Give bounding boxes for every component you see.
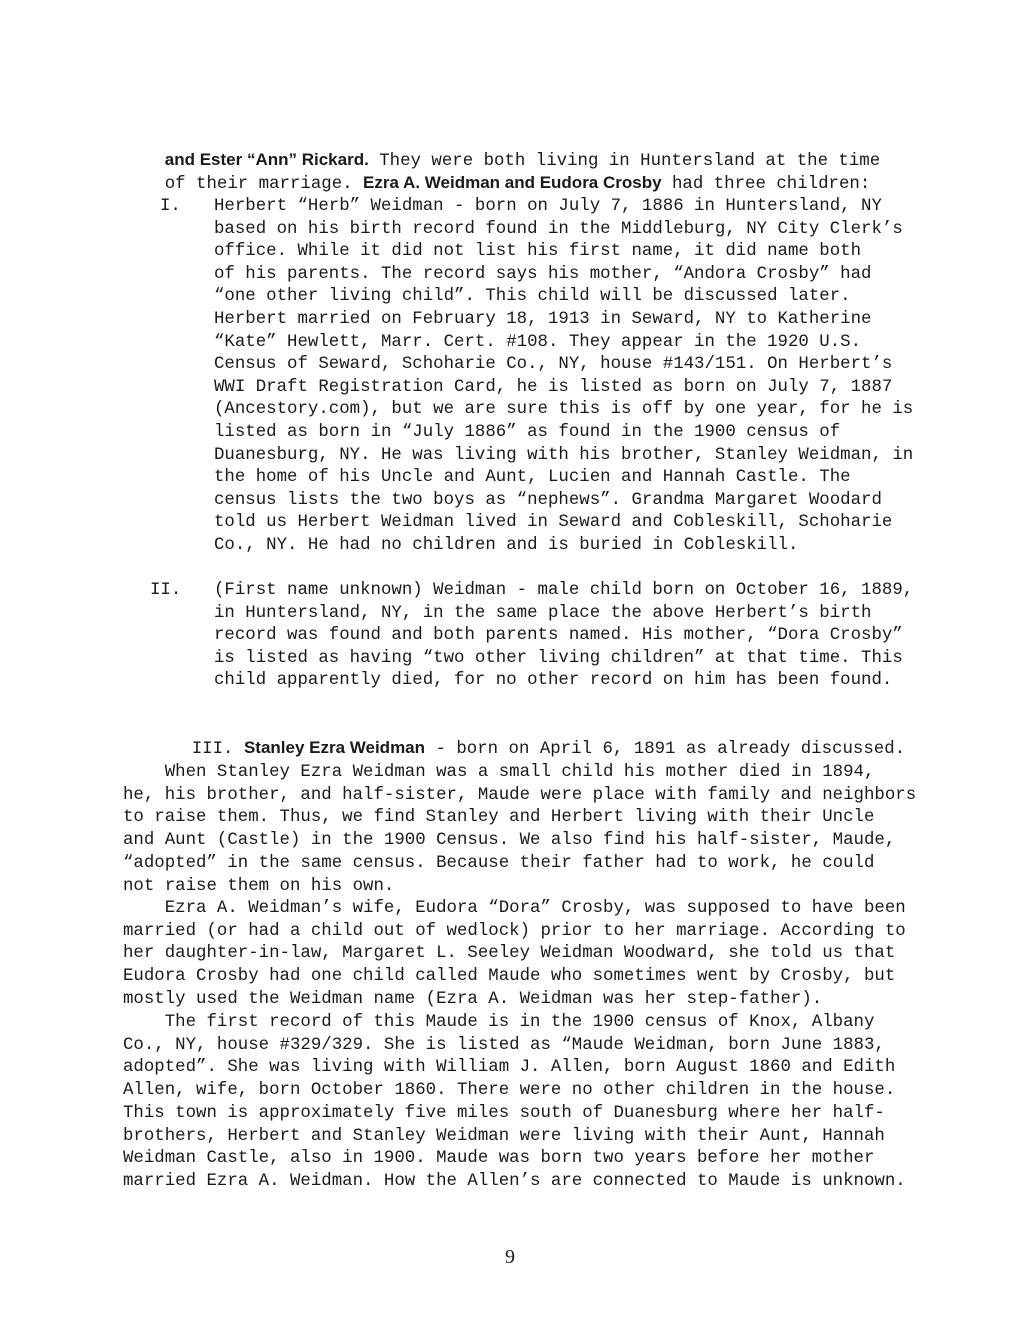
- text-line: Census of Seward, Schoharie Co., NY, house #143/151. On Herbert’s: [214, 355, 893, 375]
- text-line: and Aunt (Castle) in the 1900 Census. We also find his half-sister, Maude,: [123, 831, 896, 851]
- page-number: 9: [505, 1246, 515, 1268]
- child-numeral: I.: [160, 197, 181, 216]
- text-line: census lists the two boys as “nephews”. Grandma Margaret Woodard: [214, 490, 882, 510]
- intro-bold-names: and Ester “Ann” Rickard.: [164, 150, 369, 169]
- text-line: The first record of this Maude is in the 1900 census of Knox, Albany: [123, 1013, 875, 1032]
- text-line: married (or had a child out of wedlock) prior to her marriage. According to: [123, 921, 906, 941]
- text-line: Weidman Castle, also in 1900. Maude was born two years before her mother: [123, 1149, 875, 1169]
- text-line: adopted”. She was living with William J. Allen, born August 1860 and Edith: [123, 1058, 896, 1078]
- text-line: brothers, Herbert and Stanley Weidman were living with their Aunt, Hannah: [123, 1126, 885, 1146]
- text-line: Allen, wife, born October 1860. There were no other children in the house.: [123, 1081, 896, 1101]
- intro-text: had three children:: [661, 175, 871, 194]
- text-line: “Kate” Hewlett, Marr. Cert. #108. They appear in the 1920 U.S.: [214, 332, 862, 352]
- text-line: married Ezra A. Weidman. How the Allen’s are connected to Maude is unknown.: [123, 1171, 906, 1191]
- text-line: (Ancestory.com), but we are sure this is off by one year, for he is: [214, 400, 914, 420]
- intro-text: of their marriage.: [164, 175, 364, 194]
- text-line: Co., NY. He had no children and is buried in Cobleskill.: [214, 536, 799, 555]
- text-line: mostly used the Weidman name (Ezra A. Weidman was her step-father).: [123, 989, 823, 1009]
- text-line: based on his birth record found in the Middleburg, NY City Clerk’s: [214, 219, 903, 239]
- child-numeral: II.: [150, 581, 182, 600]
- child-text: - born on April 6, 1891 as already discussed.: [425, 740, 906, 759]
- text-line: to raise them. Thus, we find Stanley and Herbert living with their Uncle: [123, 808, 875, 828]
- child-name-bold: Stanley Ezra Weidman: [243, 738, 426, 757]
- text-line: Herbert “Herb” Weidman - born on July 7, 1886 in Huntersland, NY: [214, 197, 882, 216]
- text-line: When Stanley Ezra Weidman was a small child his mother died in 1894,: [123, 763, 875, 782]
- text-line: WWI Draft Registration Card, he is listed as born on July 7, 1887: [214, 377, 893, 397]
- text-line: told us Herbert Weidman lived in Seward and Cobleskill, Schoharie: [214, 513, 893, 533]
- text-line: her daughter-in-law, Margaret L. Seeley Weidman Woodward, she told us that: [123, 944, 896, 964]
- text-line: child apparently died, for no other record on him has been found.: [214, 671, 893, 691]
- text-line: record was found and both parents named. His mother, “Dora Crosby”: [214, 626, 903, 646]
- intro-bold-parents: Ezra A. Weidman and Eudora Crosby: [363, 173, 662, 192]
- text-line: listed as born in “July 1886” as found in the 1900 census of: [214, 423, 841, 442]
- text-line: Duanesburg, NY. He was living with his brother, Stanley Weidman, in: [214, 445, 914, 465]
- text-line: in Huntersland, NY, in the same place the above Herbert’s birth: [214, 603, 872, 623]
- text-line: the home of his Uncle and Aunt, Lucien and Hannah Castle. The: [214, 468, 851, 488]
- text-line: (First name unknown) Weidman - male child born on October 16, 1889,: [214, 581, 914, 600]
- text-line: “one other living child”. This child will be discussed later.: [214, 287, 851, 307]
- text-line: Ezra A. Weidman’s wife, Eudora “Dora” Crosby, was supposed to have been: [123, 899, 906, 918]
- child-numeral: III.: [191, 740, 234, 759]
- text-line: “adopted” in the same census. Because their father had to work, he could: [123, 853, 875, 873]
- intro-text: They were both living in Huntersland at the time: [368, 152, 881, 171]
- text-line: Co., NY, house #329/329. She is listed as “Maude Weidman, born June 1883,: [123, 1035, 885, 1055]
- text-line: Eudora Crosby had one child called Maude who sometimes went by Crosby, but: [123, 967, 896, 987]
- text-line: he, his brother, and half-sister, Maude were place with family and neighbors: [123, 785, 917, 805]
- text-line: office. While it did not list his first name, it did name both: [214, 242, 862, 262]
- text-line: is listed as having “two other living children” at that time. This: [214, 648, 903, 668]
- text-line: of his parents. The record says his mother, “Andora Crosby” had: [214, 264, 872, 284]
- text-line: This town is approximately five miles south of Duanesburg where her half-: [123, 1103, 885, 1123]
- text-line: Herbert married on February 18, 1913 in Seward, NY to Katherine: [214, 310, 872, 329]
- text-line: not raise them on his own.: [123, 876, 395, 896]
